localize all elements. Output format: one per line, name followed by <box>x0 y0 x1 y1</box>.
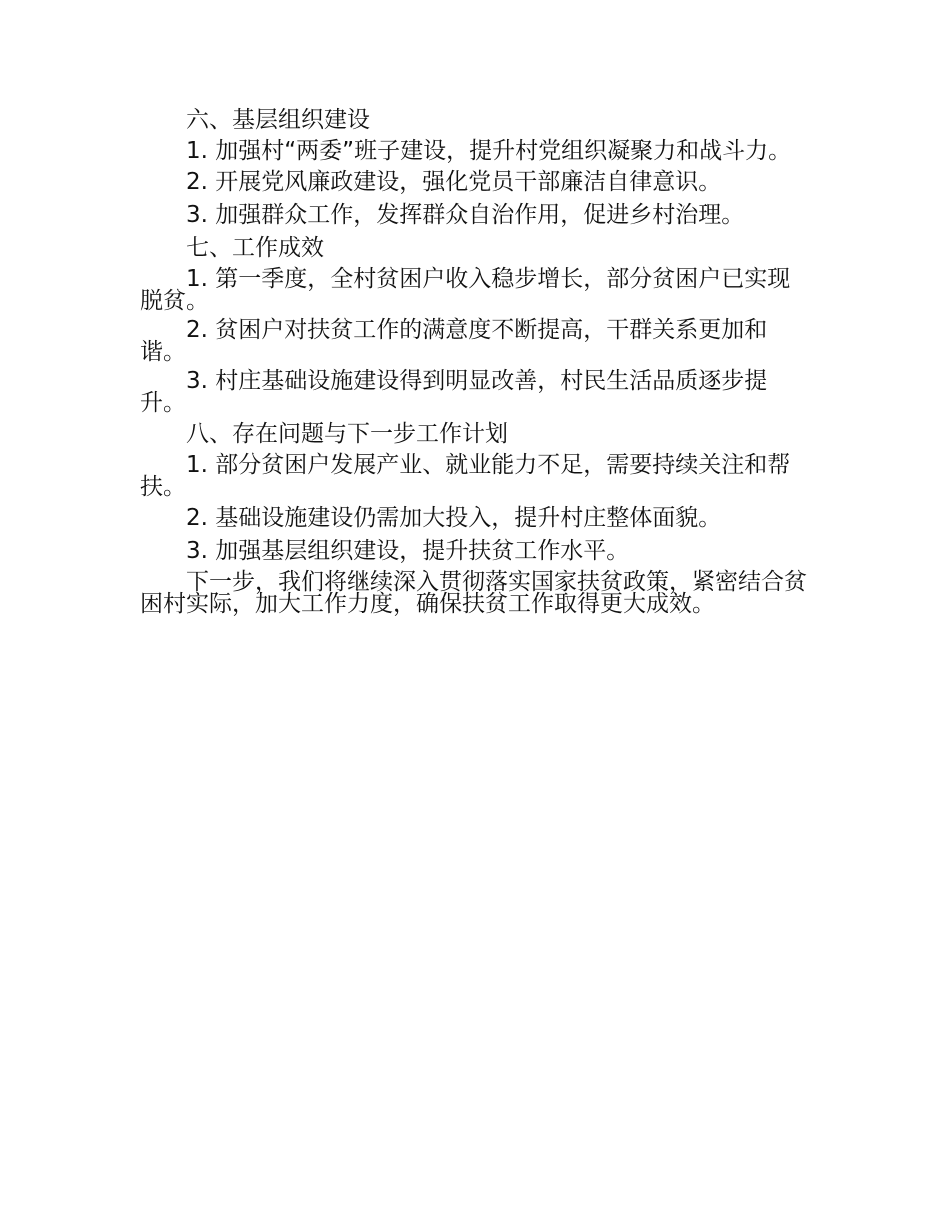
list-item: 3. 加强群众工作，发挥群众自治作用，促进乡村治理。 <box>186 202 745 228</box>
list-item: 2. 基础设施建设仍需加大投入，提升村庄整体面貌。 <box>186 505 722 531</box>
list-item: 3. 加强基层组织建设，提升扶贫工作水平。 <box>186 538 630 564</box>
section-heading: 六、基层组织建设 <box>186 107 370 133</box>
list-item: 1. 部分贫困户发展产业、就业能力不足，需要持续关注和帮扶。 <box>140 452 791 500</box>
list-item: 1. 第一季度，全村贫困户收入稳步增长，部分贫困户已实现脱贫。 <box>140 266 791 314</box>
closing-paragraph: 下一步，我们将继续深入贯彻落实国家扶贫政策，紧密结合贫困村实际，加大工作力度，确保扶贫工作取得更大成效。 <box>140 569 807 617</box>
section-heading: 七、工作成效 <box>186 235 324 261</box>
list-item: 2. 开展党风廉政建设，强化党员干部廉洁自律意识。 <box>186 169 722 195</box>
list-item: 3. 村庄基础设施建设得到明显改善，村民生活品质逐步提升。 <box>140 368 768 416</box>
list-item: 2. 贫困户对扶贫工作的满意度不断提高，干群关系更加和谐。 <box>140 317 768 365</box>
section-heading: 八、存在问题与下一步工作计划 <box>186 421 508 447</box>
document-body <box>140 104 812 619</box>
list-item: 1. 加强村“两委”班子建设，提升村党组织凝聚力和战斗力。 <box>186 138 792 164</box>
